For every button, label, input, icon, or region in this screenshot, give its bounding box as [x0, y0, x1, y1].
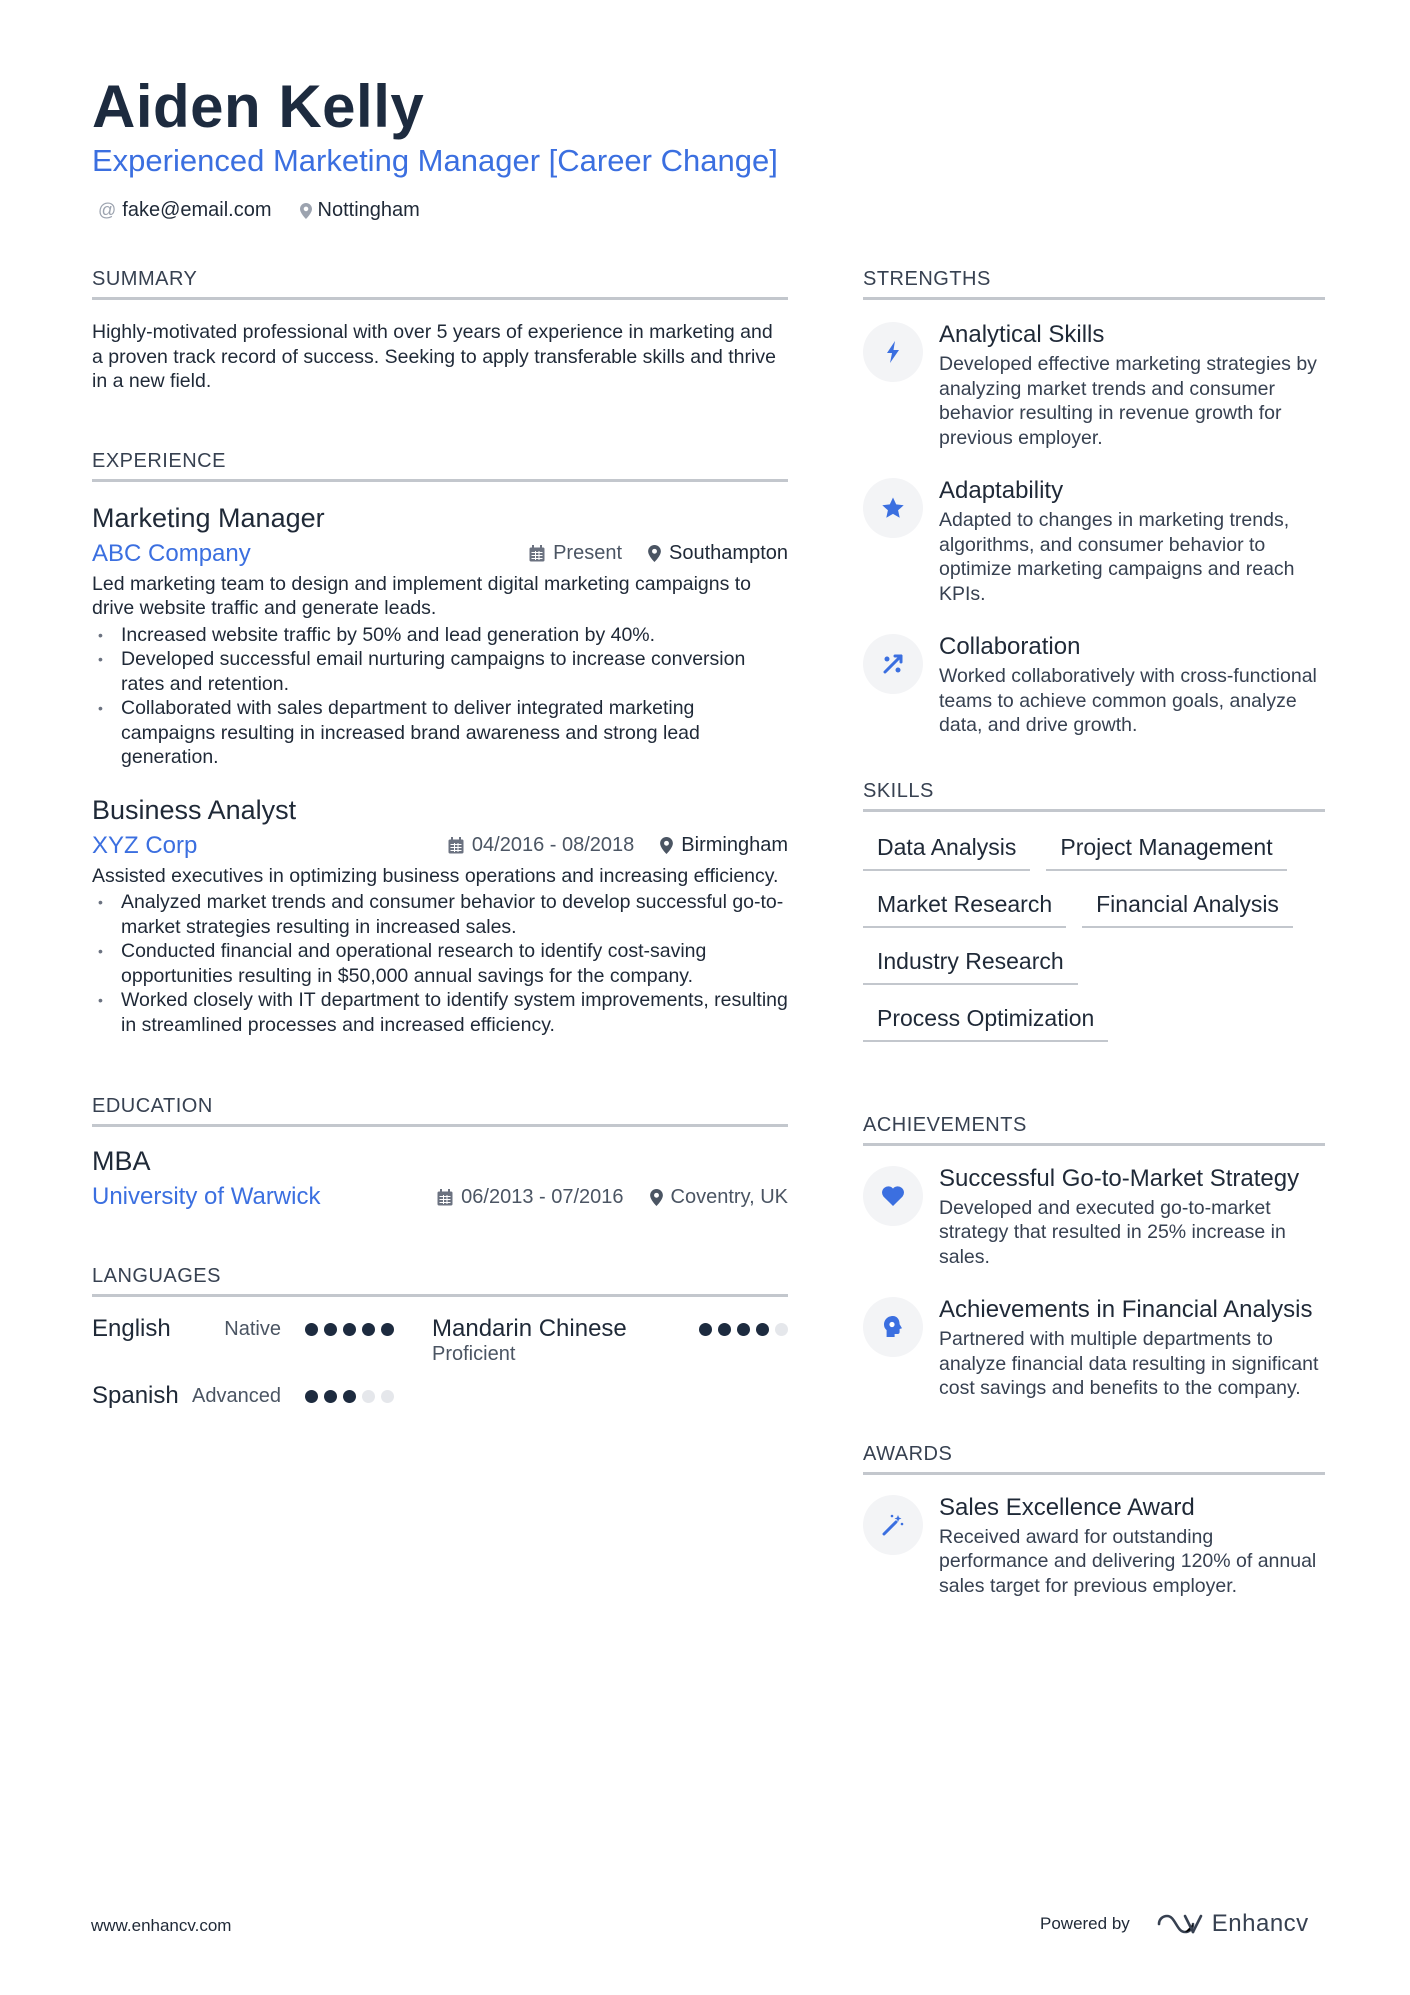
- rating-dot-filled: [343, 1323, 356, 1336]
- location-pin-icon: [648, 545, 661, 562]
- strength-title: Collaboration: [939, 633, 1081, 660]
- education-meta: [92, 1179, 788, 1215]
- list-item: • Analyzed market trends and consumer behavior to develop successful go-to-market strategies resulting in increased sales.: [92, 890, 788, 939]
- strength-title: Analytical Skills: [939, 321, 1105, 348]
- languages-list: [92, 1315, 788, 1410]
- education-location-text: Coventry, UK: [670, 1185, 788, 1208]
- skill-tag: Industry Research: [863, 942, 1078, 985]
- candidate-name: Aiden Kelly: [92, 73, 425, 140]
- company-name[interactable]: ABC Company: [92, 539, 251, 567]
- achievement-description: Developed and executed go-to-market strategy that resulted in 25% increase in sales.: [939, 1196, 1286, 1268]
- job-description: Led marketing team to design and implement digital marketing campaigns to drive website traffic and generate leads.: [92, 572, 752, 619]
- location-pin-icon: [660, 837, 673, 854]
- experience-entry: [92, 500, 788, 770]
- language-rating: [299, 1382, 394, 1410]
- job-meta-details: [503, 542, 788, 565]
- strength-item: [863, 632, 1325, 738]
- language-level: Proficient: [432, 1343, 516, 1365]
- job-bullets: [92, 890, 788, 1037]
- award-item: [863, 1493, 1325, 1599]
- language-level: Native: [224, 1317, 281, 1340]
- rating-dot-filled: [305, 1323, 318, 1336]
- achievement-item: [863, 1295, 1325, 1401]
- strength-description: Adapted to changes in marketing trends, algorithms, and consumer behavior to optimize marketing campaigns and reach KPIs.: [939, 509, 1295, 605]
- job-meta: [92, 828, 788, 864]
- experience-entry: [92, 792, 788, 1038]
- location-pin-icon: [650, 1189, 663, 1206]
- list-item: • Conducted financial and operational research to identify cost-saving opportunities resulting in $50,000 annual savings for the company.: [92, 939, 788, 988]
- rating-dot-empty: [362, 1390, 375, 1403]
- enhancv-logo[interactable]: [1156, 1910, 1309, 1938]
- job-location: [660, 834, 788, 857]
- award-title: Sales Excellence Award: [939, 1493, 1195, 1521]
- job-dates-text: 04/2016 - 08/2018: [471, 834, 635, 856]
- bolt-icon: [863, 322, 923, 382]
- education-dates: [437, 1186, 623, 1209]
- list-item: • Developed successful email nurturing campaigns to increase conversion rates and retention.: [92, 647, 788, 696]
- strength-description: Worked collaboratively with cross-functional teams to achieve common goals, analyze data, and drive growth.: [939, 665, 1317, 736]
- language-name: English: [92, 1315, 171, 1342]
- award-description: Received award for outstanding performance and delivering 120% of annual sales target for previous employer.: [939, 1525, 1317, 1597]
- job-bullets: [92, 623, 788, 770]
- collaboration-icon: [863, 634, 923, 694]
- powered-by-label: Powered by: [1040, 1914, 1130, 1933]
- summary-text: Highly-motivated professional with over 5 years of experience in marketing and a proven track record of success. Seeking to apply transferable skills and thrive in a new field.: [92, 321, 776, 392]
- section-title-summary: SUMMARY: [92, 268, 788, 300]
- achievement-item: [863, 1164, 1325, 1270]
- skill-tag: Process Optimization: [863, 999, 1108, 1042]
- education-dates-text: 06/2013 - 07/2016: [461, 1185, 624, 1208]
- job-meta: [92, 536, 788, 572]
- skill-tag: Market Research: [863, 885, 1066, 928]
- list-item: • Worked closely with IT department to identify system improvements, resulting in streamlined processes and increased efficiency.: [92, 988, 788, 1037]
- strengths-list: [863, 320, 1325, 738]
- language-level: Advanced: [192, 1384, 281, 1407]
- rating-dot-filled: [343, 1390, 356, 1403]
- job-meta-details: [422, 834, 788, 857]
- awards-list: [863, 1493, 1325, 1599]
- skill-tag: Project Management: [1046, 828, 1286, 871]
- language-item: [432, 1315, 788, 1366]
- contact-location: [300, 199, 420, 222]
- section-title-achievements: ACHIEVEMENTS: [863, 1114, 1325, 1146]
- school-name[interactable]: University of Warwick: [92, 1183, 321, 1210]
- achievements-list: [863, 1164, 1325, 1401]
- rating-dot-filled: [324, 1323, 337, 1336]
- section-title-awards: AWARDS: [863, 1443, 1325, 1475]
- rating-dot-empty: [381, 1390, 394, 1403]
- location-pin-icon: [300, 203, 312, 219]
- calendar-icon: [529, 545, 545, 562]
- section-title-education: EDUCATION: [92, 1095, 788, 1127]
- star-icon: [863, 478, 923, 538]
- achievement-title: Achievements in Financial Analysis: [939, 1296, 1313, 1323]
- company-name[interactable]: XYZ Corp: [92, 831, 198, 859]
- list-item: • Collaborated with sales department to deliver integrated marketing campaigns resulting in increased brand awareness and strong lead generation.: [92, 696, 788, 770]
- language-rating: [299, 1315, 394, 1343]
- rating-dot-empty: [775, 1323, 788, 1336]
- strength-item: [863, 476, 1325, 606]
- job-dates-text: Present: [553, 542, 623, 564]
- section-title-languages: LANGUAGES: [92, 1265, 788, 1297]
- language-name: Mandarin Chinese: [432, 1315, 627, 1342]
- education-meta-details: [411, 1186, 788, 1209]
- rating-dot-filled: [362, 1323, 375, 1336]
- brand-name: Enhancv: [1211, 1910, 1309, 1937]
- job-location-text: Birmingham: [681, 834, 788, 856]
- rating-dot-filled: [718, 1323, 731, 1336]
- language-name: Spanish: [92, 1382, 179, 1409]
- language-item: [92, 1315, 432, 1366]
- enhancv-logo-icon: [1156, 1912, 1204, 1936]
- heart-icon: [863, 1166, 923, 1226]
- skill-tag: Data Analysis: [863, 828, 1030, 871]
- rating-dot-filled: [756, 1323, 769, 1336]
- job-title: Business Analyst: [92, 794, 297, 825]
- calendar-icon: [437, 1189, 453, 1206]
- section-title-strengths: STRENGTHS: [863, 268, 1325, 300]
- candidate-headline: Experienced Marketing Manager [Career Change]: [92, 143, 778, 178]
- achievement-title: Successful Go-to-Market Strategy: [939, 1164, 1300, 1192]
- job-location: [648, 542, 788, 565]
- strength-description: Developed effective marketing strategies by analyzing market trends and consumer behavior resulting in revenue growth for previous employer.: [939, 353, 1317, 449]
- footer-website[interactable]: www.enhancv.com: [91, 1916, 232, 1935]
- section-title-experience: EXPERIENCE: [92, 450, 788, 482]
- rating-dot-filled: [699, 1323, 712, 1336]
- job-title: Marketing Manager: [92, 502, 325, 533]
- section-title-skills: SKILLS: [863, 780, 1325, 812]
- strength-item: [863, 320, 1325, 450]
- location-text: Nottingham: [317, 199, 420, 221]
- rating-dot-filled: [305, 1390, 318, 1403]
- skills-list: [863, 828, 1325, 1056]
- education-entry: [92, 1143, 788, 1215]
- language-item: [92, 1382, 432, 1410]
- job-dates: [448, 834, 634, 857]
- job-dates: [529, 542, 622, 565]
- strength-title: Adaptability: [939, 477, 1064, 504]
- at-icon: @: [98, 200, 117, 220]
- skill-tag: Financial Analysis: [1082, 885, 1293, 928]
- list-item: • Increased website traffic by 50% and lead generation by 40%.: [92, 623, 788, 648]
- job-description: Assisted executives in optimizing business operations and increasing efficiency.: [92, 864, 779, 887]
- achievement-description: Partnered with multiple departments to analyze financial data resulting in significant cost savings and benefits to the company.: [939, 1328, 1319, 1399]
- degree: MBA: [92, 1146, 151, 1176]
- contact-email[interactable]: [98, 199, 272, 222]
- rating-dot-filled: [324, 1390, 337, 1403]
- rating-dot-filled: [737, 1323, 750, 1336]
- rating-dot-filled: [381, 1323, 394, 1336]
- magic-wand-icon: [863, 1495, 923, 1555]
- language-rating: [693, 1315, 788, 1343]
- brain-icon: [863, 1297, 923, 1357]
- left-column: [92, 268, 788, 1410]
- email-text: fake@email.com: [122, 199, 272, 221]
- job-location-text: Southampton: [669, 542, 788, 564]
- calendar-icon: [448, 837, 464, 854]
- education-location: [650, 1186, 788, 1209]
- contact-info: [98, 199, 448, 222]
- right-column: [863, 268, 1325, 1624]
- footer-branding: [1040, 1910, 1309, 1938]
